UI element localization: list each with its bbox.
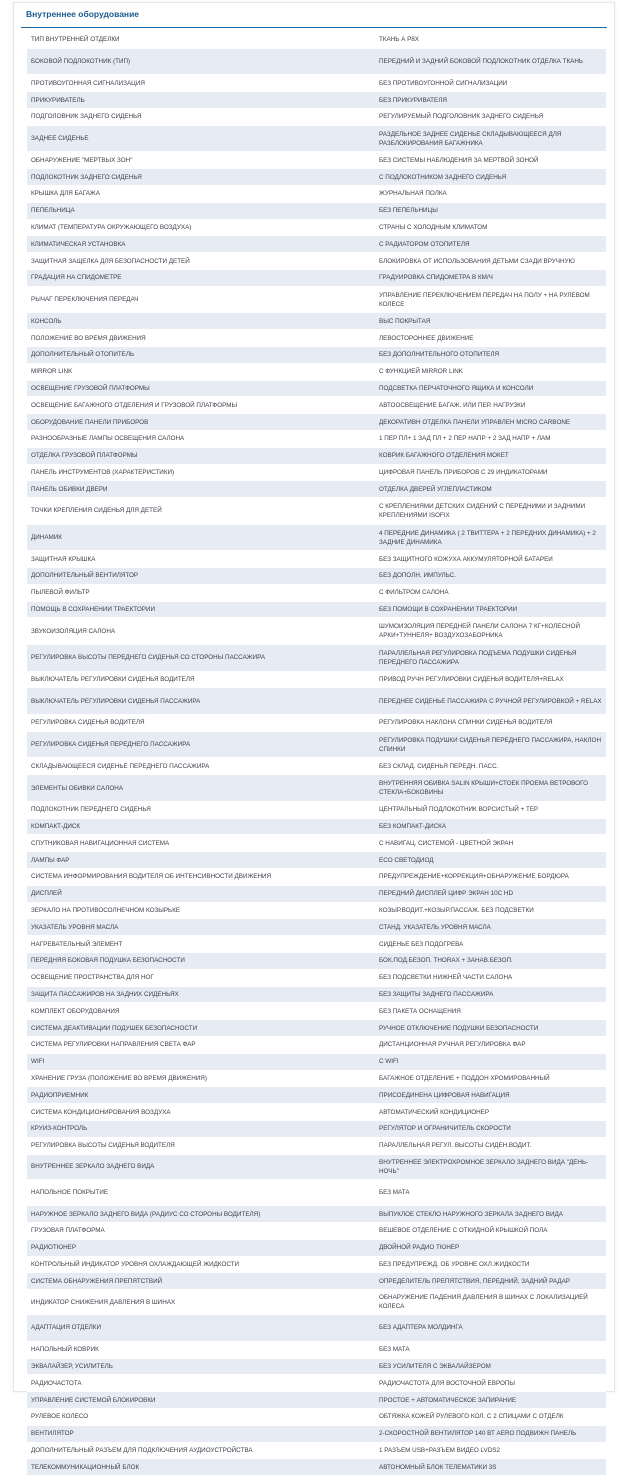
spec-value: ОБТЯЖКА КОЖЕЙ РУЛЕВОГО КОЛ. С 2 СПИЦАМИ С ОТДЕЛК (376, 1408, 606, 1425)
spec-value: С РАДИАТОРОМ ОТОПИТЕЛЯ (376, 236, 606, 253)
table-row (27, 48, 606, 75)
table-row (27, 430, 606, 447)
table-row (27, 986, 606, 1003)
table-row (27, 1358, 606, 1375)
spec-name: РЕГУЛИРОВКА СИДЕНЬЯ ВОДИТЕЛЯ (27, 715, 376, 732)
spec-name: ПЫЛЕВОЙ ФИЛЬТР (27, 584, 376, 601)
table-row (27, 835, 606, 852)
table-row (27, 1290, 606, 1315)
table-row (27, 645, 606, 672)
table-row (27, 269, 606, 286)
spec-name: РУЛЕВОЕ КОЛЕСО (27, 1408, 376, 1425)
table-row (27, 32, 606, 49)
spec-name: КОНСОЛЬ (27, 313, 376, 330)
spec-value: ЖУРНАЛЬНАЯ ПОЛКА (376, 185, 606, 202)
spec-name: ЗАЩИТА ПАССАЖИРОВ НА ЗАДНИХ СИДЕНЬЯХ (27, 986, 376, 1003)
table-row (27, 253, 606, 270)
title-divider (21, 27, 607, 28)
table-row (27, 601, 606, 618)
spec-name: ТОЧКИ КРЕПЛЕНИЯ СИДЕНЬЯ ДЛЯ ДЕТЕЙ (27, 498, 376, 525)
spec-value: БЕЗ ЗАЩИТНОГО КОЖУХА АККУМУЛЯТОРНОЙ БАТАРЕИ (376, 551, 606, 568)
spec-value: БАГАЖНОЕ ОТДЕЛЕНИЕ + ПОДДОН ХРОМИРОВАННЫЙ (376, 1070, 606, 1087)
table-row (27, 219, 606, 236)
spec-value: ДЕКОРАТИВН ОТДЕЛКА ПАНЕЛИ УПРАВЛЕН MICRO CARBONE (376, 414, 606, 431)
table-row (27, 1120, 606, 1137)
spec-value: СТРАНЫ С ХОЛОДНЫМ КЛИМАТОМ (376, 219, 606, 236)
spec-name: ЗВУКОИЗОЛЯЦИЯ САЛОНА (27, 618, 376, 645)
spec-name: ЛАМПЫ ФАР (27, 852, 376, 869)
spec-name: ПРИКУРИВАТЕЛЬ (27, 92, 376, 109)
spec-name: ПОМОЩЬ В СОХРАНЕНИИ ТРАЕКТОРИИ (27, 601, 376, 618)
table-row (27, 108, 606, 125)
table-row (27, 1179, 606, 1206)
spec-value: БЕЗ ПРОТИВОУГОННОЙ СИГНАЛИЗАЦИИ (376, 75, 606, 92)
spec-value: С WIFI (376, 1053, 606, 1070)
spec-value: ШУМОИЗОЛЯЦИЯ ПЕРЕДНЕЙ ПАНЕЛИ САЛОНА 7 КГ+КОЛЕСНОЙ АРКИ+ТУННЕЛЯ+ ВОЗДУХОЗАБОРНИКА (376, 618, 606, 645)
table-row (27, 1020, 606, 1037)
spec-name: РЫЧАГ ПЕРЕКЛЮЧЕНИЯ ПЕРЕДАЧ (27, 286, 376, 313)
spec-value: ПАРАЛЛЕЛЬНАЯ РЕГУЛИРОВКА ПОДЪЕМА ПОДУШКИ СИДЕНЬЯ ПЕРЕДНЕГО ПАССАЖИРА (376, 645, 606, 672)
table-row (27, 1154, 606, 1179)
spec-value: ДВОЙНОЙ РАДИО ТЮНЕР (376, 1239, 606, 1256)
spec-name: КЛИМАТ (ТЕМПЕРАТУРА ОКРУЖАЮЩЕГО ВОЗДУХА) (27, 219, 376, 236)
spec-value: ЦЕНТРАЛЬНЫЙ ПОДЛОКОТНИК ВОРСИСТЫЙ + ТЕР (376, 801, 606, 818)
spec-value: АВТООСВЕЩЕНИЕ БАГАЖ. ИЛИ ПЕР. НАГРУЗКИ (376, 397, 606, 414)
spec-name: ПОДЛОКОТНИК ЗАДНЕГО СИДЕНЬЯ (27, 169, 376, 186)
spec-value: ПАРАЛЛЕЛЬНАЯ РЕГУЛ. ВЫСОТЫ СИДЕН.ВОДИТ. (376, 1137, 606, 1154)
table-row (27, 1104, 606, 1121)
spec-value: РЕГУЛЯТОР И ОГРАНИЧИТЕЛЬ СКОРОСТИ (376, 1120, 606, 1137)
spec-value: БЕЗ ДОПОЛНИТЕЛЬНОГО ОТОПИТЕЛЯ (376, 346, 606, 363)
spec-name: ПЕПЕЛЬНИЦА (27, 202, 376, 219)
spec-name: РЕГУЛИРОВКА ВЫСОТЫ ПЕРЕДНЕГО СИДЕНЬЯ СО СТОРОНЫ ПАССАЖИРА (27, 645, 376, 672)
spec-value: 1 ПЕР ПЛ+ 1 ЗАД ПЛ + 2 ПЕР НАПР + 2 ЗАД НАПР + ЛАМ (376, 430, 606, 447)
table-row (27, 380, 606, 397)
spec-name: ИНДИКАТОР СНИЖЕНИЯ ДАВЛЕНИЯ В ШИНАХ (27, 1290, 376, 1315)
table-row (27, 885, 606, 902)
table-row (27, 202, 606, 219)
spec-name: ВНУТРЕННЕЕ ЗЕРКАЛО ЗАДНЕГО ВИДА (27, 1154, 376, 1179)
spec-value: БЕЗ АДАПТЕРА МОЛДИНГА (376, 1315, 606, 1342)
spec-value: ПЕРЕДНИЙ И ЗАДНИЙ БОКОВОЙ ПОДЛОКОТНИК ОТДЕЛКА ТКАНЬ (376, 48, 606, 75)
spec-name: ДОПОЛНИТЕЛЬНЫЙ ОТОПИТЕЛЬ (27, 346, 376, 363)
table-row (27, 414, 606, 431)
spec-name: НАПОЛЬНЫЙ КОВРИК (27, 1341, 376, 1358)
spec-name: КРУИЗ-КОНТРОЛЬ (27, 1120, 376, 1137)
spec-name: ОСВЕЩЕНИЕ БАГАЖНОГО ОТДЕЛЕНИЯ И ГРУЗОВОЙ ПЛАТФОРМЫ (27, 397, 376, 414)
spec-name: СИСТЕМА КОНДИЦИОНИРОВАНИЯ ВОЗДУХА (27, 1104, 376, 1121)
table-row (27, 346, 606, 363)
table-row (27, 869, 606, 886)
spec-name: ОБНАРУЖЕНИЕ "МЕРТВЫХ ЗОН" (27, 152, 376, 169)
spec-value: КОВРИК БАГАЖНОГО ОТДЕЛЕНИЯ МОКЕТ (376, 447, 606, 464)
spec-name: КОНТРОЛЬНЫЙ ИНДИКАТОР УРОВНЯ ОХЛАЖДАЮЩЕЙ ЖИДКОСТИ (27, 1256, 376, 1273)
spec-name: ВЕНТИЛЯТОР (27, 1425, 376, 1442)
equipment-table (27, 31, 606, 1475)
table-row (27, 92, 606, 109)
table-row (27, 498, 606, 525)
spec-value: УПРАВЛЕНИЕ ПЕРЕКЛЮЧЕНИЕМ ПЕРЕДАЧ НА ПОЛУ + НА РУЛЕВОМ КОЛЕСЕ (376, 286, 606, 313)
spec-name: ПАНЕЛЬ ИНСТРУМЕНТОВ (ХАРАКТЕРИСТИКИ) (27, 464, 376, 481)
spec-value: С КРЕПЛЕНИЯМИ ДЕТСКИХ СИДЕНИЙ С ПЕРЕДНИМИ И ЗАДНИМИ КРЕПЛЕНИЯМИ ISOFIX (376, 498, 606, 525)
spec-value: БОК.ПОД.БЕЗОП. THORAX + ЗАНАВ.БЕЗОП. (376, 953, 606, 970)
spec-name: ЗАДНЕЕ СИДЕНЬЕ (27, 125, 376, 152)
spec-name: ДОПОЛНИТЕЛЬНЫЙ ВЕНТИЛЯТОР (27, 568, 376, 585)
spec-value: СТАНД. УКАЗАТЕЛЬ УРОВНЯ МАСЛА (376, 919, 606, 936)
spec-value: СИДЕНЬЕ БЕЗ ПОДОГРЕВА (376, 936, 606, 953)
spec-value: ECO СВЕТОДИОД (376, 852, 606, 869)
spec-value: БЕЗ КОМПАКТ-ДИСКА (376, 818, 606, 835)
spec-value: С НАВИГАЦ. СИСТЕМОЙ - ЦВЕТНОЙ ЭКРАН (376, 835, 606, 852)
table-row (27, 688, 606, 715)
spec-value: ОТДЕЛКА ДВЕРЕЙ УГЛЕПЛАСТИКОМ (376, 481, 606, 498)
spec-name: MIRROR LINK (27, 363, 376, 380)
spec-value: РЕГУЛИРОВКА НАКЛОНА СПИНКИ СИДЕНЬЯ ВОДИТЕЛЯ (376, 715, 606, 732)
spec-name: ОСВЕЩЕНИЕ ПРОСТРАНСТВА ДЛЯ НОГ (27, 969, 376, 986)
table-row (27, 524, 606, 551)
table-row (27, 919, 606, 936)
spec-value: БЕЗ ДОПОЛН. ИМПУЛЬС. (376, 568, 606, 585)
spec-value: АВТОНОМНЫЙ БЛОК ТЕЛЕМАТИКИ 3S (376, 1459, 606, 1475)
spec-value: БЕЗ ПОДСВЕТКИ НИЖНЕЙ ЧАСТИ САЛОНА (376, 969, 606, 986)
table-row (27, 1273, 606, 1290)
spec-name: ГРУЗОВАЯ ПЛАТФОРМА (27, 1222, 376, 1239)
spec-name: ХРАНЕНИЕ ГРУЗА (ПОЛОЖЕНИЕ ВО ВРЕМЯ ДВИЖЕНИЯ) (27, 1070, 376, 1087)
spec-value: ВНУТРЕННЕЕ ЭЛЕКТРОХРОМНОЕ ЗЕРКАЛО ЗАДНЕГО ВИДА "ДЕНЬ-НОЧЬ" (376, 1154, 606, 1179)
table-row (27, 1206, 606, 1223)
spec-value: С ФУНКЦИЕЙ MIRROR LINK (376, 363, 606, 380)
spec-value: РАЗДЕЛЬНОЕ ЗАДНЕЕ СИДЕНЬЕ СКЛАДЫВАЮЩЕЕСЯ ДЛЯ РАЗБЛОКИРОВАНИЯ БАГАЖНИКА (376, 125, 606, 152)
spec-value: БЕЗ СКЛАД. СИДЕНЬЯ ПЕРЕДН. ПАСС. (376, 758, 606, 775)
spec-name: ПРОТИВОУГОННАЯ СИГНАЛИЗАЦИЯ (27, 75, 376, 92)
table-row (27, 1087, 606, 1104)
spec-name: ВЫКЛЮЧАТЕЛЬ РЕГУЛИРОВКИ СИДЕНЬЯ ПАССАЖИРА (27, 688, 376, 715)
section-title: Внутреннее оборудование (26, 9, 140, 19)
spec-value: АВТОМАТИЧЕСКИЙ КОНДИЦИОНЕР (376, 1104, 606, 1121)
spec-value: ПРЕДУПРЕЖДЕНИЕ+КОРРЕКЦИЯ+ОБНАРУЖЕНИЕ БОРДЮРА (376, 869, 606, 886)
spec-value: КОЗЫР.ВОДИТ.+КОЗЫР.ПАССАЖ. БЕЗ ПОДСВЕТКИ (376, 902, 606, 919)
spec-value: ПОДСВЕТКА ПЕРЧАТОЧНОГО ЯЩИКА И КОНСОЛИ (376, 380, 606, 397)
spec-value: С ФИЛЬТРОМ САЛОНА (376, 584, 606, 601)
spec-value: ПРОСТОЕ + АВТОМАТИЧЕСКОЕ ЗАПИРАНИЕ (376, 1392, 606, 1409)
spec-name: НАПОЛЬНОЕ ПОКРЫТИЕ (27, 1179, 376, 1206)
spec-name: ЭКВАЛАЙЗЕР, УСИЛИТЕЛЬ (27, 1358, 376, 1375)
spec-value: ОБНАРУЖЕНИЕ ПАДЕНИЯ ДАВЛЕНИЯ В ШИНАХ С ЛОКАЛИЗАЦИЕЙ КОЛЕСА (376, 1290, 606, 1315)
spec-value: ОПРЕДЕЛИТЕЛЬ ПРЕПЯТСТВИЯ, ПЕРЕДНИЙ, ЗАДНИЙ РАДАР (376, 1273, 606, 1290)
table-row (27, 1459, 606, 1475)
spec-name: АДАПТАЦИЯ ОТДЕЛКИ (27, 1315, 376, 1342)
spec-name: УКАЗАТЕЛЬ УРОВНЯ МАСЛА (27, 919, 376, 936)
spec-value: ТКАНЬ А P8X (376, 32, 606, 49)
spec-value: ПЕРЕДНИЙ ДИСПЛЕЙ ЦИФР ЭКРАН 10С HD (376, 885, 606, 902)
spec-value: С ПОДЛОКОТНИКОМ ЗАДНЕГО СИДЕНЬЯ (376, 169, 606, 186)
table-row (27, 801, 606, 818)
spec-name: ПОЛОЖЕНИЕ ВО ВРЕМЯ ДВИЖЕНИЯ (27, 330, 376, 347)
spec-value: БЕЗ УСИЛИТЕЛЯ С ЭКВАЛАЙЗЕРОМ (376, 1358, 606, 1375)
table-row (27, 397, 606, 414)
spec-name: ДОПОЛНИТЕЛЬНЫЙ РАЗЪЕМ ДЛЯ ПОДКЛЮЧЕНИЯ АУДИОУСТРОЙСТВА (27, 1442, 376, 1459)
table-row (27, 551, 606, 568)
spec-name: ТИП ВНУТРЕННЕЙ ОТДЕЛКИ (27, 32, 376, 49)
table-row (27, 969, 606, 986)
spec-name: ДИСПЛЕЙ (27, 885, 376, 902)
table-row (27, 568, 606, 585)
table-row (27, 152, 606, 169)
spec-value: ВНУТРЕННЯЯ ОБИВКА SALIN КРЫШИ+СТОЕК ПРОЕМА ВЕТРОВОГО СТЕКЛА+БОКОВИНЫ (376, 775, 606, 802)
spec-name: РАЗНООБРАЗНЫЕ ЛАМПЫ ОСВЕЩЕНИЯ САЛОНА (27, 430, 376, 447)
spec-name: ОБОРУДОВАНИЕ ПАНЕЛИ ПРИБОРОВ (27, 414, 376, 431)
spec-value: БЕЗ ПРЕДУПРЕЖД. ОБ УРОВНЕ ОХЛ.ЖИДКОСТИ (376, 1256, 606, 1273)
table-row (27, 1037, 606, 1054)
table-row (27, 902, 606, 919)
spec-name: ПОДЛОКОТНИК ПЕРЕДНЕГО СИДЕНЬЯ (27, 801, 376, 818)
spec-name: ПЕРЕДНЯЯ БОКОВАЯ ПОДУШКА БЕЗОПАСНОСТИ (27, 953, 376, 970)
table-row (27, 363, 606, 380)
table-row (27, 1053, 606, 1070)
table-row (27, 936, 606, 953)
spec-name: РАДИОПРИЕМНИК (27, 1087, 376, 1104)
spec-name: ЭЛЕМЕНТЫ ОБИВКИ САЛОНА (27, 775, 376, 802)
table-row (27, 1239, 606, 1256)
table-row (27, 330, 606, 347)
table-row (27, 1222, 606, 1239)
spec-value: ПРИВОД РУЧН РЕГУЛИРОВКИ СИДЕНЬЯ ВОДИТЕЛЯ+RELAX (376, 671, 606, 688)
spec-name: WIFI (27, 1053, 376, 1070)
spec-value: 2-СКОРОСТНОЙ ВЕНТИЛЯТОР 140 ВТ AERO ПОДВИЖН ПАНЕЛЬ (376, 1425, 606, 1442)
spec-name: ОСВЕЩЕНИЕ ГРУЗОВОЙ ПЛАТФОРМЫ (27, 380, 376, 397)
spec-name: ПОДГОЛОВНИК ЗАДНЕГО СИДЕНЬЯ (27, 108, 376, 125)
spec-value: 1 РАЗЪЕМ USB+РАЗЪЕМ ВИДЕО LVDS2 (376, 1442, 606, 1459)
table-row (27, 775, 606, 802)
spec-value: БЕЗ ПОМОЩИ В СОХРАНЕНИИ ТРАЕКТОРИИ (376, 601, 606, 618)
spec-value: ПЕРЕДНЕЕ СИДЕНЬЕ ПАССАЖИРА С РУЧНОЙ РЕГУЛИРОВКОЙ + RELAX (376, 688, 606, 715)
table-row (27, 1408, 606, 1425)
spec-name: КОМПАКТ-ДИСК (27, 818, 376, 835)
spec-name: РЕГУЛИРОВКА ВЫСОТЫ СИДЕНЬЯ ВОДИТЕЛЯ (27, 1137, 376, 1154)
spec-name: СИСТЕМА ОБНАРУЖЕНИЯ ПРЕПЯТСТВИЙ (27, 1273, 376, 1290)
spec-name: КЛИМАТИЧЕСКАЯ УСТАНОВКА (27, 236, 376, 253)
spec-value: БЕЗ ПРИКУРИВАТЕЛЯ (376, 92, 606, 109)
table-row (27, 1003, 606, 1020)
spec-value: БЕЗ МАТА (376, 1341, 606, 1358)
table-row (27, 1375, 606, 1392)
table-row (27, 584, 606, 601)
spec-name: ДИНАМИК (27, 524, 376, 551)
spec-name: ОТДЕЛКА ГРУЗОВОЙ ПЛАТФОРМЫ (27, 447, 376, 464)
table-row (27, 1256, 606, 1273)
spec-name: СПУТНИКОВАЯ НАВИГАЦИОННАЯ СИСТЕМА (27, 835, 376, 852)
spec-name: РАДИОТЮНЕР (27, 1239, 376, 1256)
spec-value: БЕЗ ПЕПЕЛЬНИЦЫ (376, 202, 606, 219)
spec-name: КОМПЛЕКТ ОБОРУДОВАНИЯ (27, 1003, 376, 1020)
table-row (27, 618, 606, 645)
table-row (27, 481, 606, 498)
spec-name: КРЫШКА ДЛЯ БАГАЖА (27, 185, 376, 202)
spec-value: БЛОКИРОВКА ОТ ИСПОЛЬЗОВАНИЯ ДЕТЬМИ СЗАДИ ВРУЧНУЮ (376, 253, 606, 270)
table-row (27, 464, 606, 481)
table-row (27, 671, 606, 688)
table-row (27, 818, 606, 835)
spec-name: УПРАВЛЕНИЕ СИСТЕМОЙ БЛОКИРОВКИ (27, 1392, 376, 1409)
spec-name: ПАНЕЛЬ ОБИВКИ ДВЕРИ (27, 481, 376, 498)
spec-value: ВЫС ПОКРЫТАЯ (376, 313, 606, 330)
spec-name: РАДИОЧАСТОТА (27, 1375, 376, 1392)
table-row (27, 1315, 606, 1342)
spec-name: СИСТЕМА РЕГУЛИРОВКИ НАПРАВЛЕНИЯ СВЕТА ФАР (27, 1037, 376, 1054)
spec-name: РЕГУЛИРОВКА СИДЕНЬЯ ПЕРЕДНЕГО ПАССАЖИРА (27, 731, 376, 758)
spec-value: БЕЗ ЗАЩИТЫ ЗАДНЕГО ПАССАЖИРА (376, 986, 606, 1003)
spec-value: БЕЗ СИСТЕМЫ НАБЛЮДЕНИЯ ЗА МЕРТВОЙ ЗОНОЙ (376, 152, 606, 169)
spec-name: НАРУЖНОЕ ЗЕРКАЛО ЗАДНЕГО ВИДА (РАДИУС СО СТОРОНЫ ВОДИТЕЛЯ) (27, 1206, 376, 1223)
spec-name: БОКОВОЙ ПОДЛОКОТНИК (ТИП) (27, 48, 376, 75)
spec-value: ГРАДУИРОВКА СПИДОМЕТРА В КМ/Ч (376, 269, 606, 286)
table-row (27, 313, 606, 330)
spec-value: ВЫПУКЛОЕ СТЕКЛО НАРУЖНОГО ЗЕРКАЛА ЗАДНЕГО ВИДА (376, 1206, 606, 1223)
spec-name: СИСТЕМА ИНФОРМИРОВАНИЯ ВОДИТЕЛЯ ОБ ИНТЕНСИВНОСТИ ДВИЖЕНИЯ (27, 869, 376, 886)
spec-name: ВЫКЛЮЧАТЕЛЬ РЕГУЛИРОВКИ СИДЕНЬЯ ВОДИТЕЛЯ (27, 671, 376, 688)
spec-value: ЛЕВОСТОРОННЕЕ ДВИЖЕНИЕ (376, 330, 606, 347)
spec-value: РАДИОЧАСТОТА ДЛЯ ВОСТОЧНОЙ ЕВРОПЫ (376, 1375, 606, 1392)
spec-name: ЗАЩИТНАЯ ЗАЩЕЛКА ДЛЯ БЕЗОПАСНОСТИ ДЕТЕЙ (27, 253, 376, 270)
spec-value: РЕГУЛИРОВКА ПОДУШКИ СИДЕНЬЯ ПЕРЕДНЕГО ПАССАЖИРА, НАКЛОН СПИНКИ (376, 731, 606, 758)
spec-name: СИСТЕМА ДЕАКТИВАЦИИ ПОДУШЕК БЕЗОПАСНОСТИ (27, 1020, 376, 1037)
table-row (27, 185, 606, 202)
spec-value: ПРИСОЕДИНЕНА ЦИФРОВАЯ НАВИГАЦИЯ (376, 1087, 606, 1104)
spec-value: РУЧНОЕ ОТКЛЮЧЕНИЕ ПОДУШКИ БЕЗОПАСНОСТИ (376, 1020, 606, 1037)
table-row (27, 715, 606, 732)
spec-value: БЕЗ МАТА (376, 1179, 606, 1206)
table-row (27, 125, 606, 152)
spec-value: ДИСТАНЦИОННАЯ РУЧНАЯ РЕГУЛИРОВКА ФАР (376, 1037, 606, 1054)
spec-name: ТЕЛЕКОММУНИКАЦИОННЫЙ БЛОК (27, 1459, 376, 1475)
spec-value: 4 ПЕРЕДНИЕ ДИНАМИКА ( 2 ТВИТТЕРА + 2 ПЕРЕДНИХ ДИНАМИКА) + 2 ЗАДНИЕ ДИНАМИКА (376, 524, 606, 551)
table-row (27, 75, 606, 92)
table-row (27, 286, 606, 313)
table-row (27, 758, 606, 775)
table-row (27, 236, 606, 253)
table-row (27, 447, 606, 464)
spec-name: ЗАЩИТНАЯ КРЫШКА (27, 551, 376, 568)
spec-value: ЦИФРОВАЯ ПАНЕЛЬ ПРИБОРОВ С 29 ИНДИКАТОРАМИ (376, 464, 606, 481)
spec-name: СКЛАДЫВАЮЩЕЕСЯ СИДЕНЬЕ ПЕРЕДНЕГО ПАССАЖИРА (27, 758, 376, 775)
table-row (27, 169, 606, 186)
table-row (27, 1137, 606, 1154)
interior-equipment-panel (13, 2, 615, 1471)
spec-value: РЕГУЛИРУЕМЫЙ ПОДГОЛОВНИК ЗАДНЕГО СИДЕНЬЯ (376, 108, 606, 125)
spec-value: БЕЗ ПАКЕТА ОСНАЩЕНИЯ (376, 1003, 606, 1020)
table-row (27, 1392, 606, 1409)
table-row (27, 852, 606, 869)
table-row (27, 953, 606, 970)
spec-name: ГРАДАЦИЯ НА СПИДОМЕТРЕ (27, 269, 376, 286)
table-row (27, 1341, 606, 1358)
table-row (27, 1425, 606, 1442)
spec-value: ВЕШЕВОЕ ОТДЕЛЕНИЕ С ОТКИДНОЙ КРЫШКОЙ ПОЛА (376, 1222, 606, 1239)
spec-name: НАГРЕВАТЕЛЬНЫЙ ЭЛЕМЕНТ (27, 936, 376, 953)
table-row (27, 1442, 606, 1459)
table-row (27, 1070, 606, 1087)
spec-name: ЗЕРКАЛО НА ПРОТИВОСОЛНЕЧНОМ КОЗЫРЬКЕ (27, 902, 376, 919)
table-row (27, 731, 606, 758)
